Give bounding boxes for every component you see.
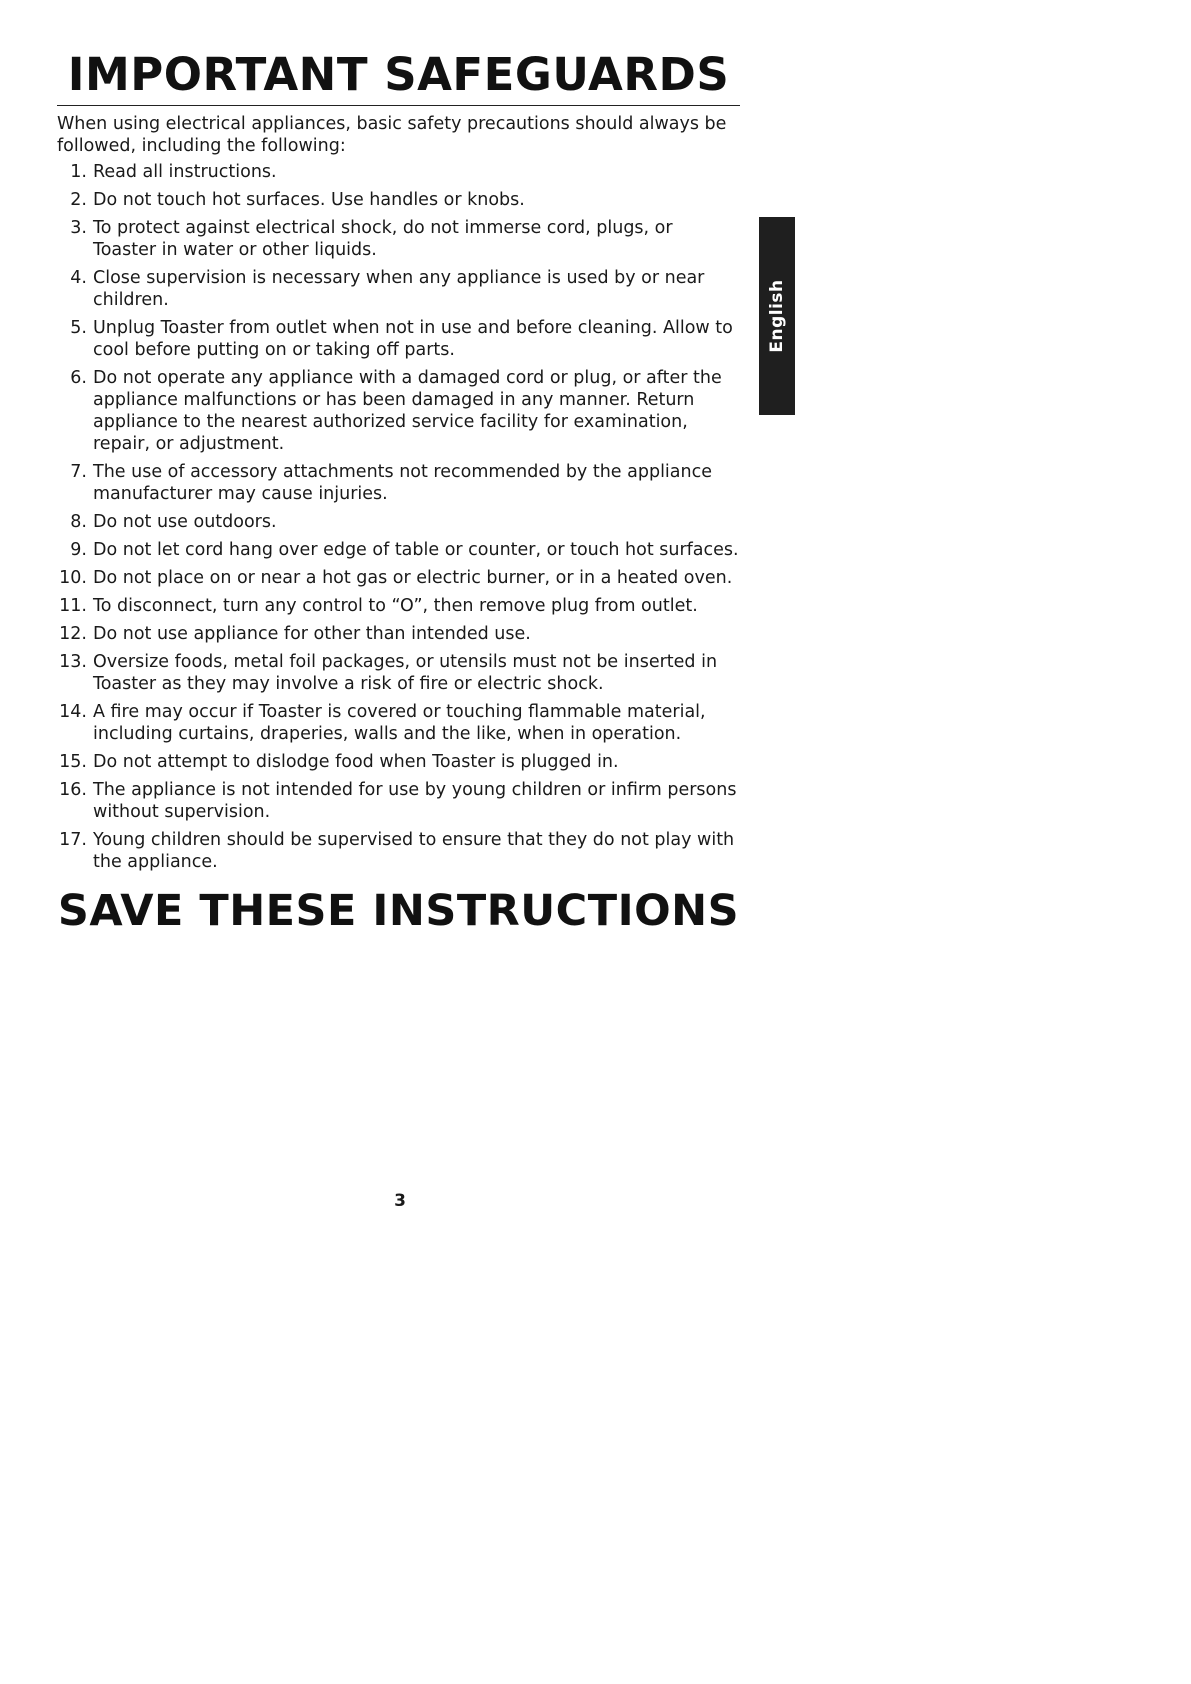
save-instructions-heading: SAVE THESE INSTRUCTIONS <box>57 886 740 936</box>
item-number: 3. <box>70 218 87 238</box>
item-text: Young children should be supervised to ensure that they do not play with the appliance. <box>93 830 735 872</box>
list-item <box>57 751 740 773</box>
item-number: 11. <box>59 596 87 616</box>
language-tab-label: English <box>767 279 787 353</box>
list-item <box>57 651 740 695</box>
list-item <box>57 367 740 455</box>
item-text: To disconnect, turn any control to “O”, then remove plug from outlet. <box>93 596 698 616</box>
list-item <box>57 539 740 561</box>
item-text: Do not place on or near a hot gas or electric burner, or in a heated oven. <box>93 568 733 588</box>
list-item <box>57 779 740 823</box>
item-text: To protect against electrical shock, do not immerse cord, plugs, or Toaster in water or other liquids. <box>93 218 673 260</box>
safeguards-list <box>57 161 740 879</box>
item-text: Do not attempt to dislodge food when Toaster is plugged in. <box>93 752 619 772</box>
item-text: Do not touch hot surfaces. Use handles or knobs. <box>93 190 525 210</box>
list-item <box>57 217 740 261</box>
list-item <box>57 461 740 505</box>
item-text: A fire may occur if Toaster is covered or touching flammable material, including curtains, draperies, walls and the like, when in operation. <box>93 702 706 744</box>
list-item <box>57 161 740 183</box>
list-item <box>57 567 740 589</box>
item-number: 8. <box>70 512 87 532</box>
intro-text: When using electrical appliances, basic safety precautions should always be followed, including the following: <box>57 114 727 156</box>
item-number: 5. <box>70 318 87 338</box>
list-item <box>57 317 740 361</box>
item-text: Do not use appliance for other than intended use. <box>93 624 531 644</box>
list-item <box>57 829 740 873</box>
item-number: 7. <box>70 462 87 482</box>
item-number: 12. <box>59 624 87 644</box>
language-tab <box>759 217 795 415</box>
list-item <box>57 701 740 745</box>
item-text: Unplug Toaster from outlet when not in use and before cleaning. Allow to cool before putting on or taking off parts. <box>93 318 733 360</box>
item-text: Do not use outdoors. <box>93 512 277 532</box>
item-text: Do not let cord hang over edge of table or counter, or touch hot surfaces. <box>93 540 739 560</box>
page-number: 3 <box>394 1191 406 1211</box>
item-text: Oversize foods, metal foil packages, or utensils must not be inserted in Toaster as they may involve a risk of fire or electric shock. <box>93 652 718 694</box>
item-number: 16. <box>59 780 87 800</box>
title-divider <box>57 105 740 106</box>
item-number: 2. <box>70 190 87 210</box>
page-title: IMPORTANT SAFEGUARDS <box>67 48 730 101</box>
item-text: Read all instructions. <box>93 162 277 182</box>
list-item <box>57 595 740 617</box>
item-text: Do not operate any appliance with a damaged cord or plug, or after the appliance malfunctions or has been damaged in any manner. Return appliance to the nearest authorized service facility for examination, repair, or adjustment. <box>93 368 722 454</box>
item-number: 14. <box>59 702 87 722</box>
item-number: 10. <box>59 568 87 588</box>
item-number: 6. <box>70 368 87 388</box>
item-number: 1. <box>70 162 87 182</box>
item-text: The appliance is not intended for use by young children or infirm persons without supervision. <box>93 780 737 822</box>
item-text: The use of accessory attachments not recommended by the appliance manufacturer may cause injuries. <box>93 462 713 504</box>
item-number: 9. <box>70 540 87 560</box>
item-number: 15. <box>59 752 87 772</box>
item-number: 17. <box>59 830 87 850</box>
list-item <box>57 189 740 211</box>
item-number: 13. <box>59 652 87 672</box>
item-text: Close supervision is necessary when any appliance is used by or near children. <box>93 268 705 310</box>
list-item <box>57 511 740 533</box>
list-item <box>57 267 740 311</box>
list-item <box>57 623 740 645</box>
item-number: 4. <box>70 268 87 288</box>
